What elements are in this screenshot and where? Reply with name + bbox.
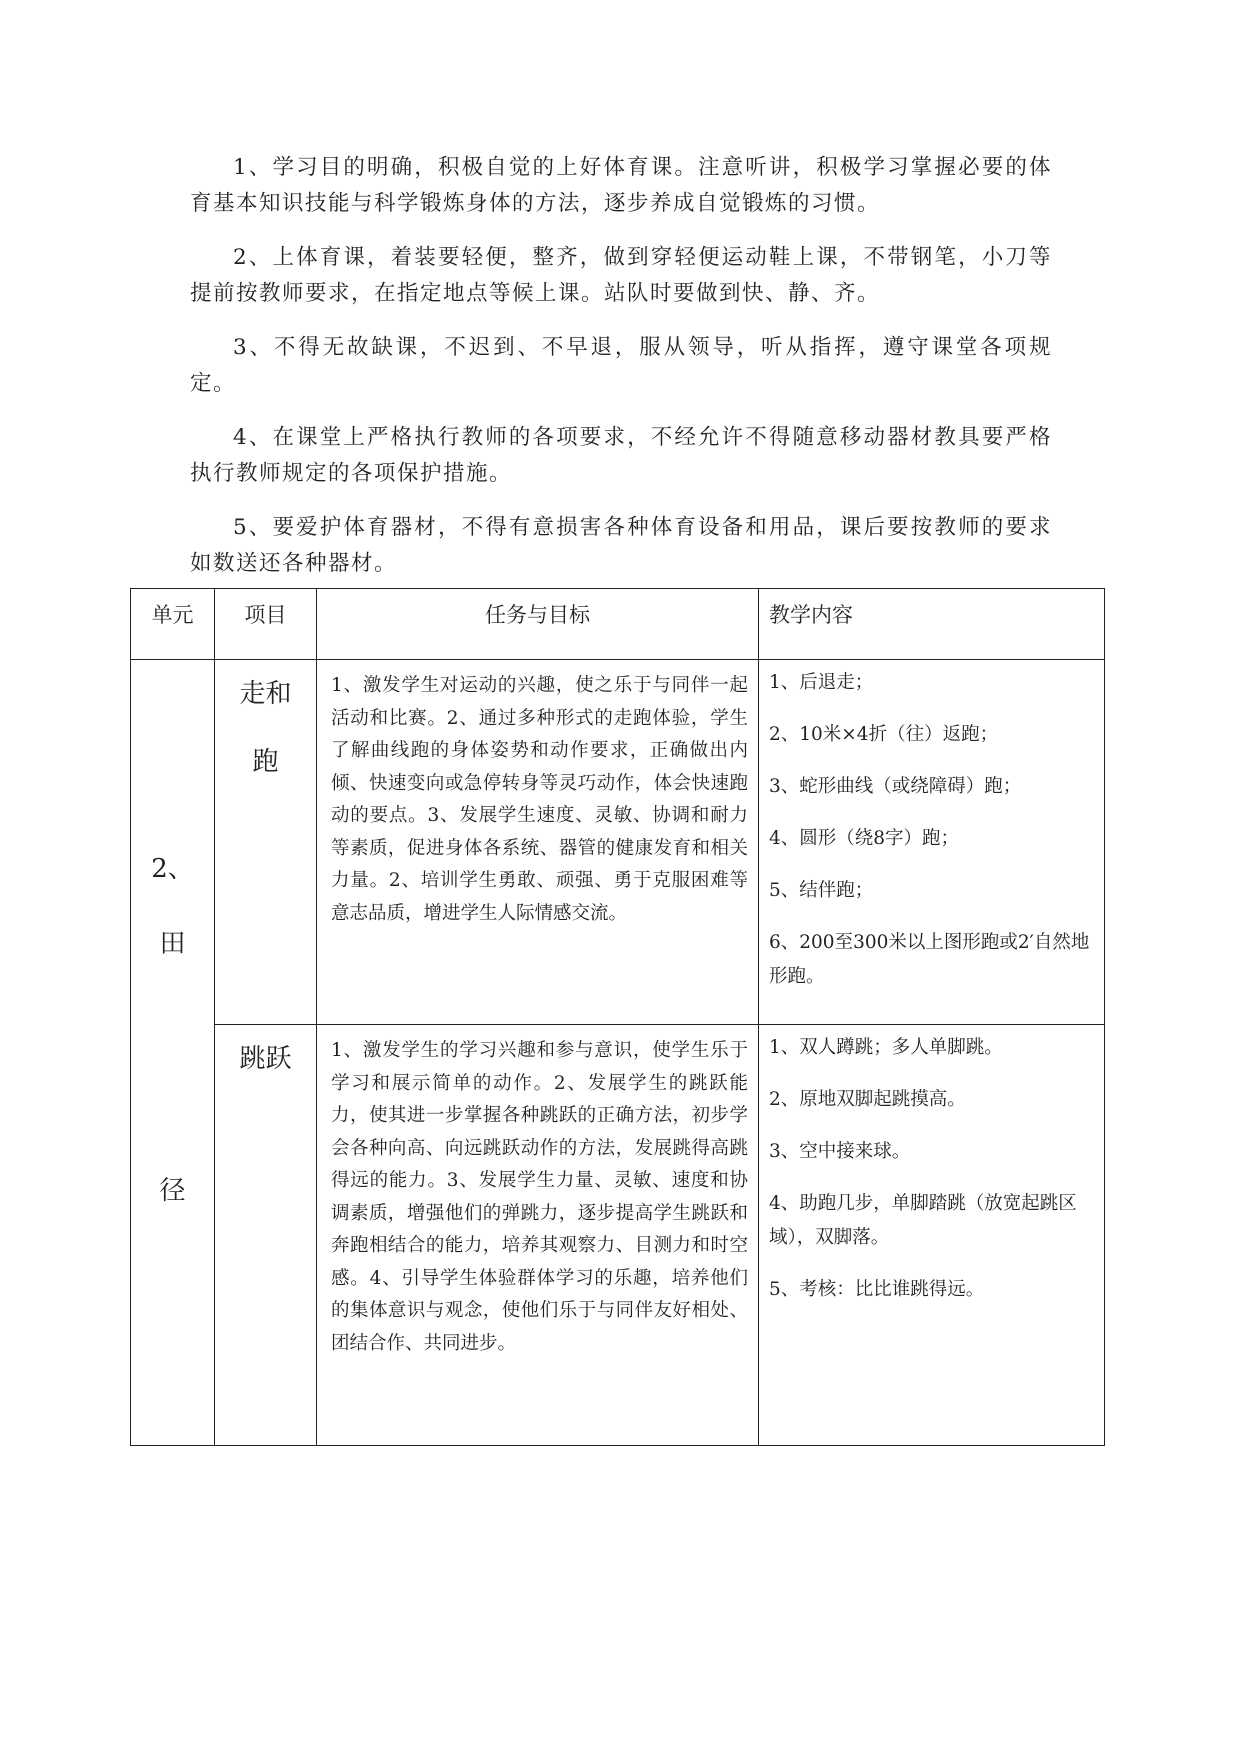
header-unit: 单元 [131, 589, 215, 660]
rule-paragraph: 4、在课堂上严格执行教师的各项要求，不经允许不得随意移动器材教具要严格执行教师规定的各项保护措施。 [190, 425, 1052, 486]
project-cell [215, 1025, 317, 1446]
table-header-row [131, 589, 1105, 660]
header-content: 教学内容 [759, 589, 1105, 660]
task-cell: 1、激发学生对运动的兴趣，使之乐于与同伴一起活动和比赛。2、通过多种形式的走跑体验，学生了解曲线跑的身体姿势和动作要求，正确做出内倾、快速变向或急停转身等灵巧动作，体会快速跑动的要点。3、发展学生速度、灵敏、协调和耐力等素质，促进身体各系统、器管的健康发育和相关力量。2、培训学生勇敢、顽强、勇于克服困难等意志品质，增进学生人际情感交流。 [317, 660, 759, 1025]
content-item: 5、结伴跑； [769, 880, 874, 901]
content-item: 1、双人蹲跳；多人单脚跳。 [769, 1037, 1003, 1058]
header-task: 任务与目标 [317, 589, 759, 660]
rule-paragraph: 3、不得无故缺课，不迟到、不早退，服从领导，听从指挥，遵守课堂各项规定。 [190, 335, 1052, 396]
rules-section [190, 150, 1052, 600]
unit-char: 2、 [151, 854, 194, 884]
project-label: 跳跃 [239, 1044, 292, 1074]
unit-char: 田 [159, 929, 186, 959]
content-item: 4、助跑几步，单脚踏跳（放宽起跳区域），双脚落。 [769, 1193, 1077, 1248]
table-row [131, 1025, 1105, 1446]
project-cell [215, 660, 317, 1025]
rule-paragraph: 1、学习目的明确，积极自觉的上好体育课。注意听讲，积极学习掌握必要的体育基本知识技能与科学锻炼身体的方法，逐步养成自觉锻炼的习惯。 [190, 155, 1052, 216]
content-cell [759, 1025, 1105, 1446]
content-item: 3、空中接来球。 [769, 1141, 911, 1162]
content-item: 5、考核：比比谁跳得远。 [769, 1279, 985, 1300]
header-project: 项目 [215, 589, 317, 660]
content-item: 6、200至300米以上图形跑或2′自然地形跑。 [769, 932, 1090, 987]
content-item: 3、蛇形曲线（或绕障碍）跑； [769, 776, 1022, 797]
content-item: 2、10米×4折（往）返跑； [769, 724, 999, 745]
project-label: 走和 [239, 679, 292, 709]
unit-cell [131, 660, 215, 1446]
project-label: 跑 [252, 747, 279, 777]
content-item: 1、后退走； [769, 672, 874, 693]
task-cell: 1、激发学生的学习兴趣和参与意识，使学生乐于学习和展示简单的动作。2、发展学生的跳跃能力，使其进一步掌握各种跳跃的正确方法，初步学会各种向高、向远跳跃动作的方法，发展跳得高跳得远的能力。3、发展学生力量、灵敏、速度和协调素质，增强他们的弹跳力，逐步提高学生跳跃和奔跑相结合的能力，培养其观察力、目测力和时空感。4、引导学生体验群体学习的乐趣，培养他们的集体意识与观念，使他们乐于与同伴友好相处、团结合作、共同进步。 [317, 1025, 759, 1446]
table-row [131, 660, 1105, 1025]
unit-char: 径 [159, 1176, 186, 1206]
content-item: 2、原地双脚起跳摸高。 [769, 1089, 966, 1110]
content-item: 4、圆形（绕8字）跑； [769, 828, 960, 849]
teaching-plan-table [130, 588, 1105, 1446]
rule-paragraph: 5、要爱护体育器材，不得有意损害各种体育设备和用品，课后要按教师的要求如数送还各种器材。 [190, 515, 1052, 576]
rule-paragraph: 2、上体育课，着装要轻便，整齐，做到穿轻便运动鞋上课，不带钢笔，小刀等提前按教师要求，在指定地点等候上课。站队时要做到快、静、齐。 [190, 245, 1052, 306]
content-cell [759, 660, 1105, 1025]
